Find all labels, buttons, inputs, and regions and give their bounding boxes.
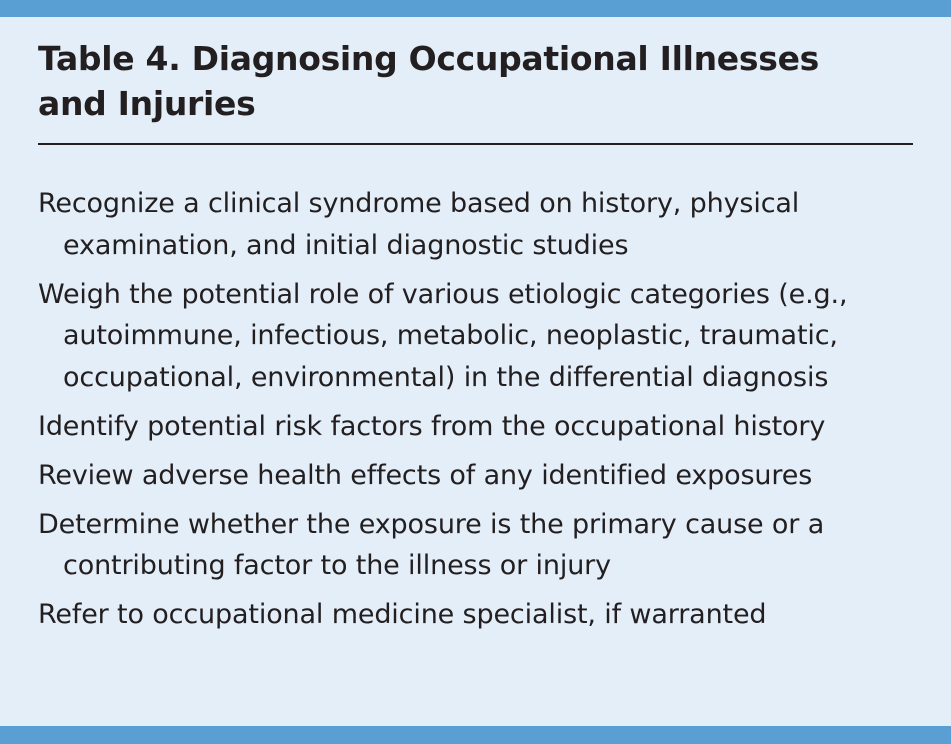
step-item-weigh-etiologies: Weigh the potential role of various etiologic categories (e.g., autoimmune, infectious, metabolic, neoplastic, traumatic, occupational, environmental) in the differential diagnosis — [38, 278, 848, 393]
table-title-line-2: and Injuries — [38, 84, 256, 123]
step-item-recognize-syndrome: Recognize a clinical syndrome based on history, physical examination, and initial diagnostic studies — [38, 188, 800, 261]
step-item-review-health-effects: Review adverse health effects of any identified exposures — [38, 459, 813, 491]
title-divider — [38, 143, 913, 145]
step-list — [38, 183, 918, 643]
table-title — [38, 36, 898, 126]
step-item-determine-causation: Determine whether the exposure is the primary cause or a contributing factor to the illness or injury — [38, 508, 825, 581]
step-item-identify-risk-factors: Identify potential risk factors from the occupational history — [38, 410, 826, 442]
table-title-line-1: Table 4. Diagnosing Occupational Illnesses — [38, 39, 819, 78]
step-item-refer-specialist: Refer to occupational medicine specialist, if warranted — [38, 599, 767, 630]
bottom-accent-bar — [0, 726, 951, 744]
top-accent-bar — [0, 0, 951, 17]
